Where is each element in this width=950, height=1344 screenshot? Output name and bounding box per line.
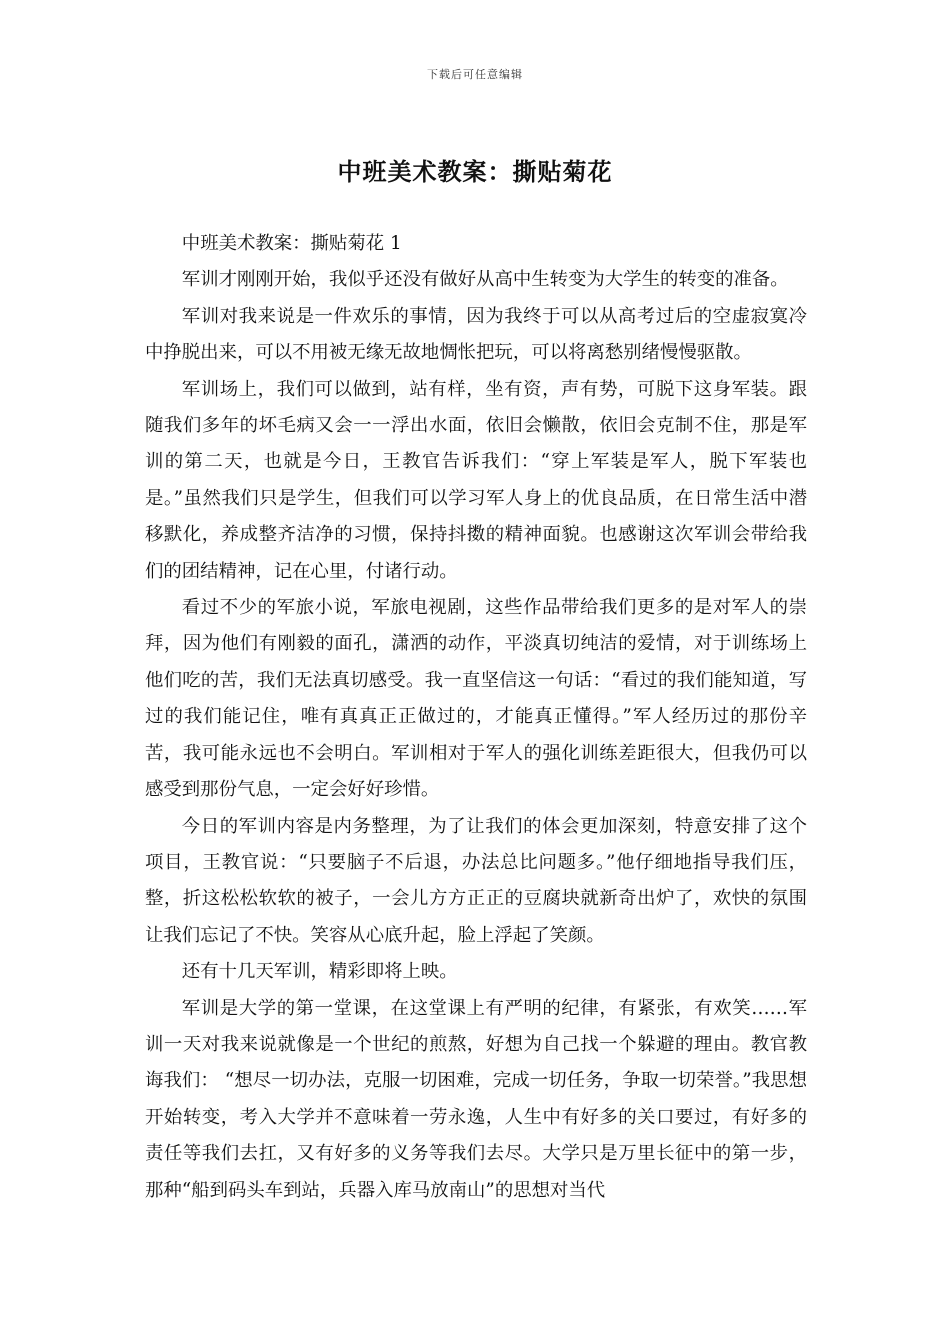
- paragraph: 军训对我来说是一件欢乐的事情，因为我终于可以从高考过后的空虚寂寞冷中挣脱出来，可以不用被无缘无故地惆怅把玩，可以将离愁别绪慢慢驱散。: [145, 305, 807, 364]
- paragraph: 看过不少的军旅小说，军旅电视剧，这些作品带给我们更多的是对军人的崇拜，因为他们有刚毅的面孔，潇洒的动作，平淡真切纯洁的爱情，对于训练场上他们吃的苦，我们无法真切感受。我一直坚信这一句话：“看过的我们能知道，写过的我们能记住，唯有真真正正做过的，才能真正懂得。”军人经历过的那份辛苦，我可能永远也不会明白。军训相对于军人的强化训练差距很大，但我仍可以感受到那份气息，一定会好好珍惜。: [145, 597, 807, 801]
- paragraph: 还有十几天军训，精彩即将上映。: [181, 961, 458, 983]
- paragraph: 军训才刚刚开始，我似乎还没有做好从高中生转变为大学生的转变的准备。: [181, 269, 789, 291]
- paragraph: 军训是大学的第一堂课，在这堂课上有严明的纪律，有紧张，有欢笑……军训一天对我来说就像是一个世纪的煎熬，好想为自己找一个躲避的理由。教官教诲我们： “想尽一切办法，克服一切困难，完成一切任务，争取一切荣誉。”我思想开始转变，考入大学并不意味着一劳永逸，人生中有好多的关口要过，有好多的责任等我们去扛，又有好多的义务等我们去尽。大学只是万里长征中的第一步，那种“船到码头车到站，兵器入库马放南山”的思想对当代: [145, 997, 807, 1201]
- paragraph: 今日的军训内容是内务整理，为了让我们的体会更加深刻，特意安排了这个项目，王教官说：“只要脑子不后退，办法总比问题多。”他仔细地指导我们压，整，折这松松软软的被子，一会儿方方正正的豆腐块就新奇出炉了，欢快的氛围让我们忘记了不快。笑容从心底升起，脸上浮起了笑颜。: [145, 815, 807, 946]
- document-title: 中班美术教案：撕贴菊花: [337, 157, 613, 186]
- paragraph: 中班美术教案：撕贴菊花 1: [181, 233, 402, 254]
- document-body: [145, 226, 807, 1209]
- header-note: 下载后可任意编辑: [427, 68, 523, 81]
- paragraph: 军训场上，我们可以做到，站有样，坐有资，声有势，可脱下这身军装。跟随我们多年的坏毛病又会一一浮出水面，依旧会懒散，依旧会克制不住，那是军训的第二天，也就是今日，王教官告诉我们：“穿上军装是军人，脱下军装也是。”虽然我们只是学生，但我们可以学习军人身上的优良品质，在日常生活中潜移默化，养成整齐洁净的习惯，保持抖擞的精神面貌。也感谢这次军训会带给我们的团结精神，记在心里，付诸行动。: [145, 378, 807, 582]
